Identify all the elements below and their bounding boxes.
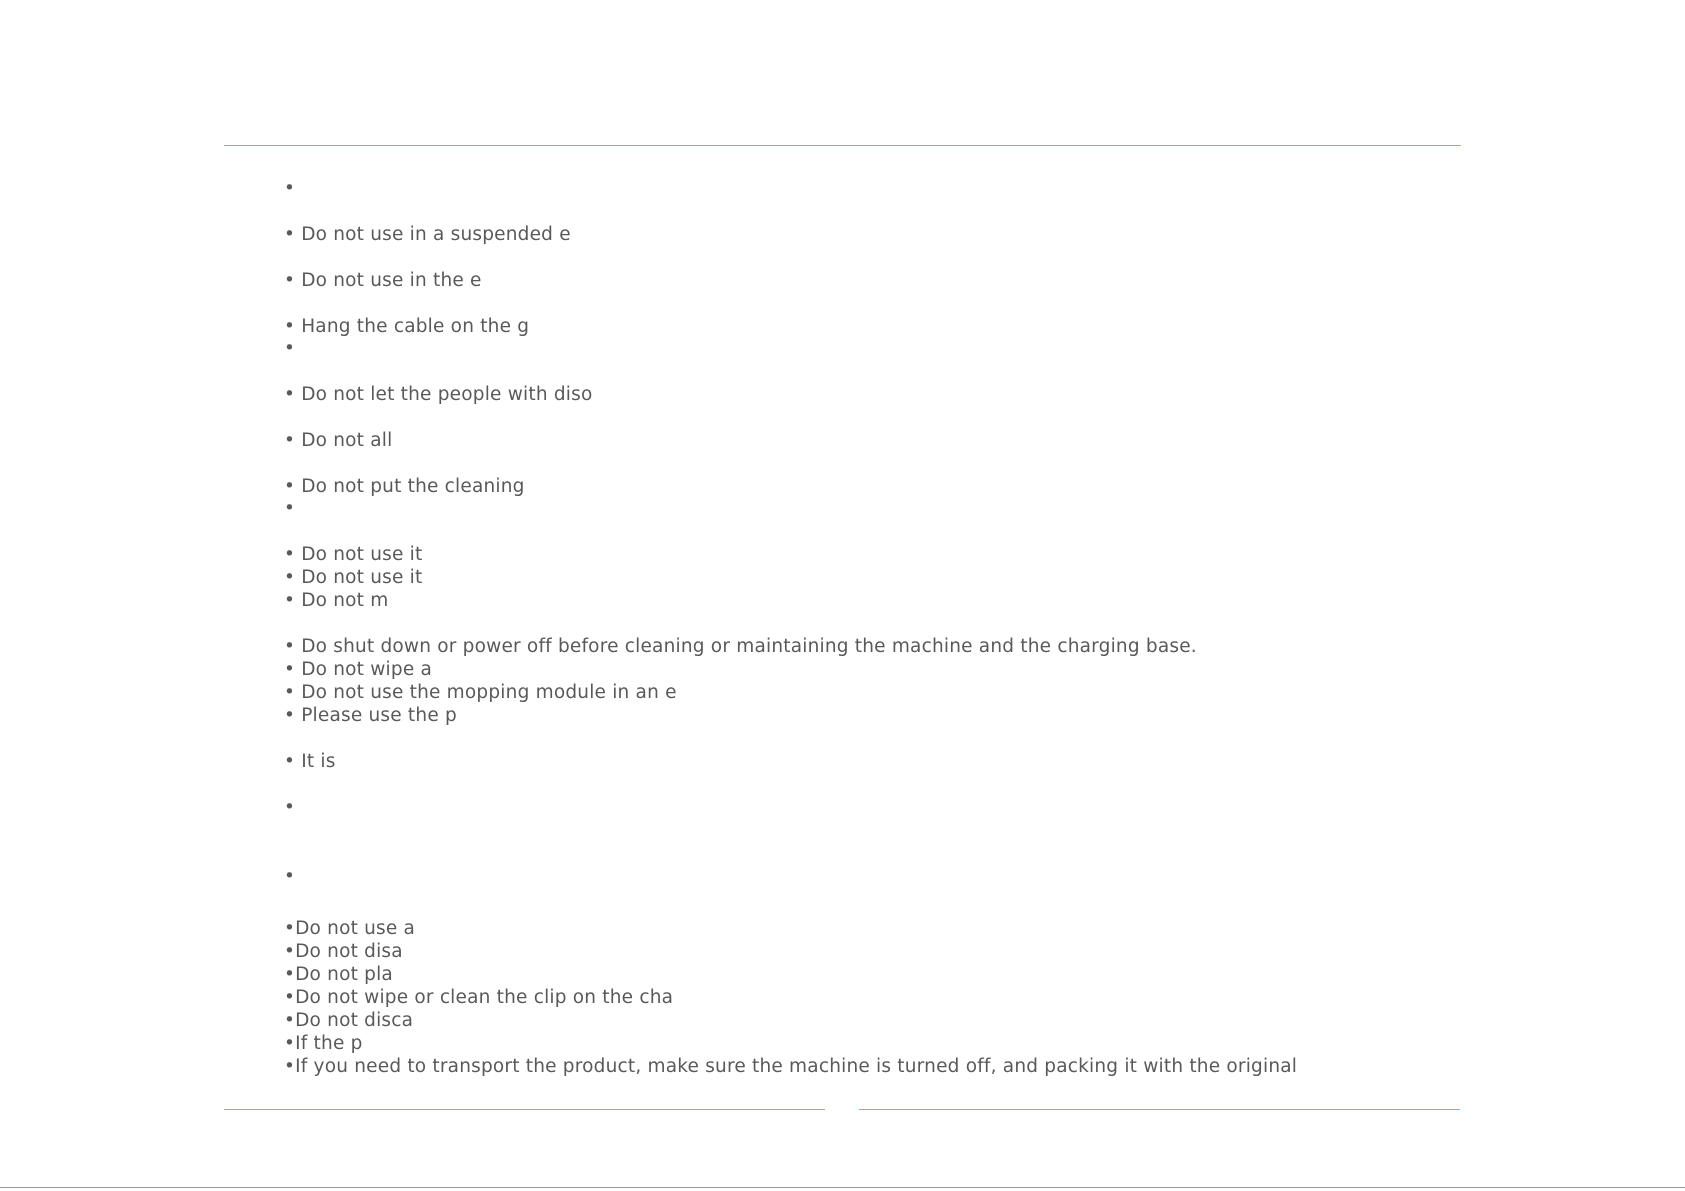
list-item: •Do not wipe or clean the clip on the cha — [284, 987, 674, 1008]
page-bottom-edge — [0, 1187, 1685, 1188]
list-item: •Do not disca — [284, 1010, 414, 1031]
list-item: • Please use the p — [284, 705, 457, 726]
list-item: • — [284, 797, 296, 818]
list-item: • Do not use it — [284, 567, 423, 588]
list-item: •If you need to transport the product, make sure the machine is turned off, and packing it with the original — [284, 1056, 1298, 1077]
header-divider — [224, 145, 1461, 146]
list-item: • — [284, 338, 296, 359]
list-item: • — [284, 178, 296, 199]
list-item: • Do not use in the e — [284, 270, 482, 291]
list-item: • Do not let the people with diso — [284, 384, 593, 405]
list-item: • It is — [284, 751, 336, 772]
list-item: • Do shut down or power off before cleaning or maintaining the machine and the charging base. — [284, 636, 1197, 657]
list-item: •Do not use a — [284, 918, 416, 939]
footer-divider-right — [859, 1109, 1460, 1110]
list-item: • Do not m — [284, 590, 389, 611]
list-item: • Do not use in a suspended e — [284, 224, 571, 245]
list-item: • Do not all — [284, 430, 393, 451]
list-item: •If the p — [284, 1033, 363, 1054]
list-item: •Do not pla — [284, 964, 393, 985]
list-item: • — [284, 498, 296, 519]
list-item: •Do not disa — [284, 941, 403, 962]
footer-divider-left — [224, 1109, 825, 1110]
list-item: • Hang the cable on the g — [284, 316, 530, 337]
list-item: • Do not put the cleaning — [284, 476, 525, 497]
list-item: • — [284, 866, 296, 887]
list-item: • Do not use it — [284, 544, 423, 565]
list-item: • Do not wipe a — [284, 659, 433, 680]
list-item: • Do not use the mopping module in an e — [284, 682, 677, 703]
